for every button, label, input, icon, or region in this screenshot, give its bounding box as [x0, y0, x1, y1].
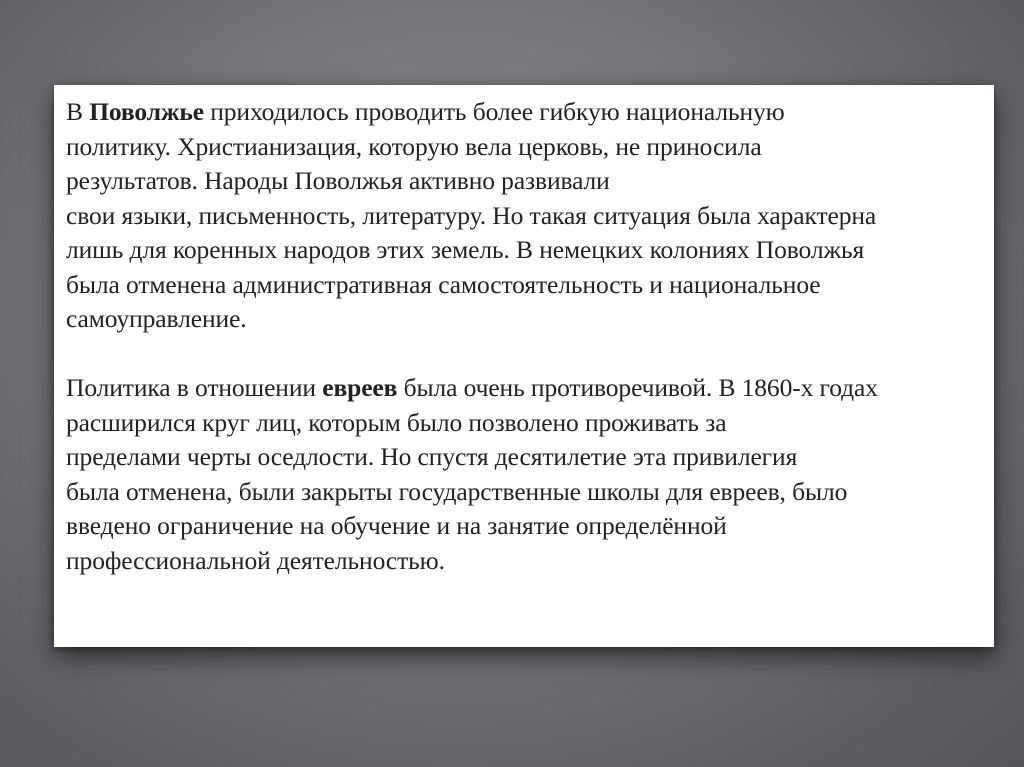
text-line: лишь для коренных народов этих земель. В немецких колониях Поволжья	[66, 235, 865, 264]
text-line: свои языки, письменность, литературу. Но такая ситуация была характерна	[66, 200, 877, 230]
text-line: пределами черты оседлости. Но спустя десятилетие эта привилегия	[66, 442, 798, 471]
text-line: была отменена, были закрыты государственные школы для евреев, было	[66, 476, 848, 506]
text-body	[66, 95, 986, 578]
text-line: самоуправление.	[66, 304, 247, 333]
paragraph-volga	[66, 95, 986, 337]
text-line: В Поволжье приходилось проводить более гибкую национальную	[66, 97, 785, 126]
text-line: введено ограничение на обучение и на занятие определённой	[66, 511, 727, 540]
paragraph-gap	[66, 337, 986, 372]
text-card	[54, 85, 994, 647]
text-line: расширился круг лиц, которым было позволено проживать за	[66, 407, 727, 437]
paragraph-jews	[66, 371, 986, 578]
bold-term-jews: евреев	[322, 373, 398, 402]
text-line: профессиональной деятельностью.	[66, 545, 445, 575]
bold-term-volga: Поволжье	[89, 97, 204, 126]
text-line: Политика в отношении евреев была очень противоречивой. В 1860-х годах	[66, 373, 878, 402]
text-line: результатов. Народы Поволжья активно развивали	[66, 166, 610, 195]
text-line: была отменена административная самостоятельность и национальное	[66, 269, 821, 299]
text-line: политику. Христианизация, которую вела церковь, не приносила	[66, 131, 762, 161]
